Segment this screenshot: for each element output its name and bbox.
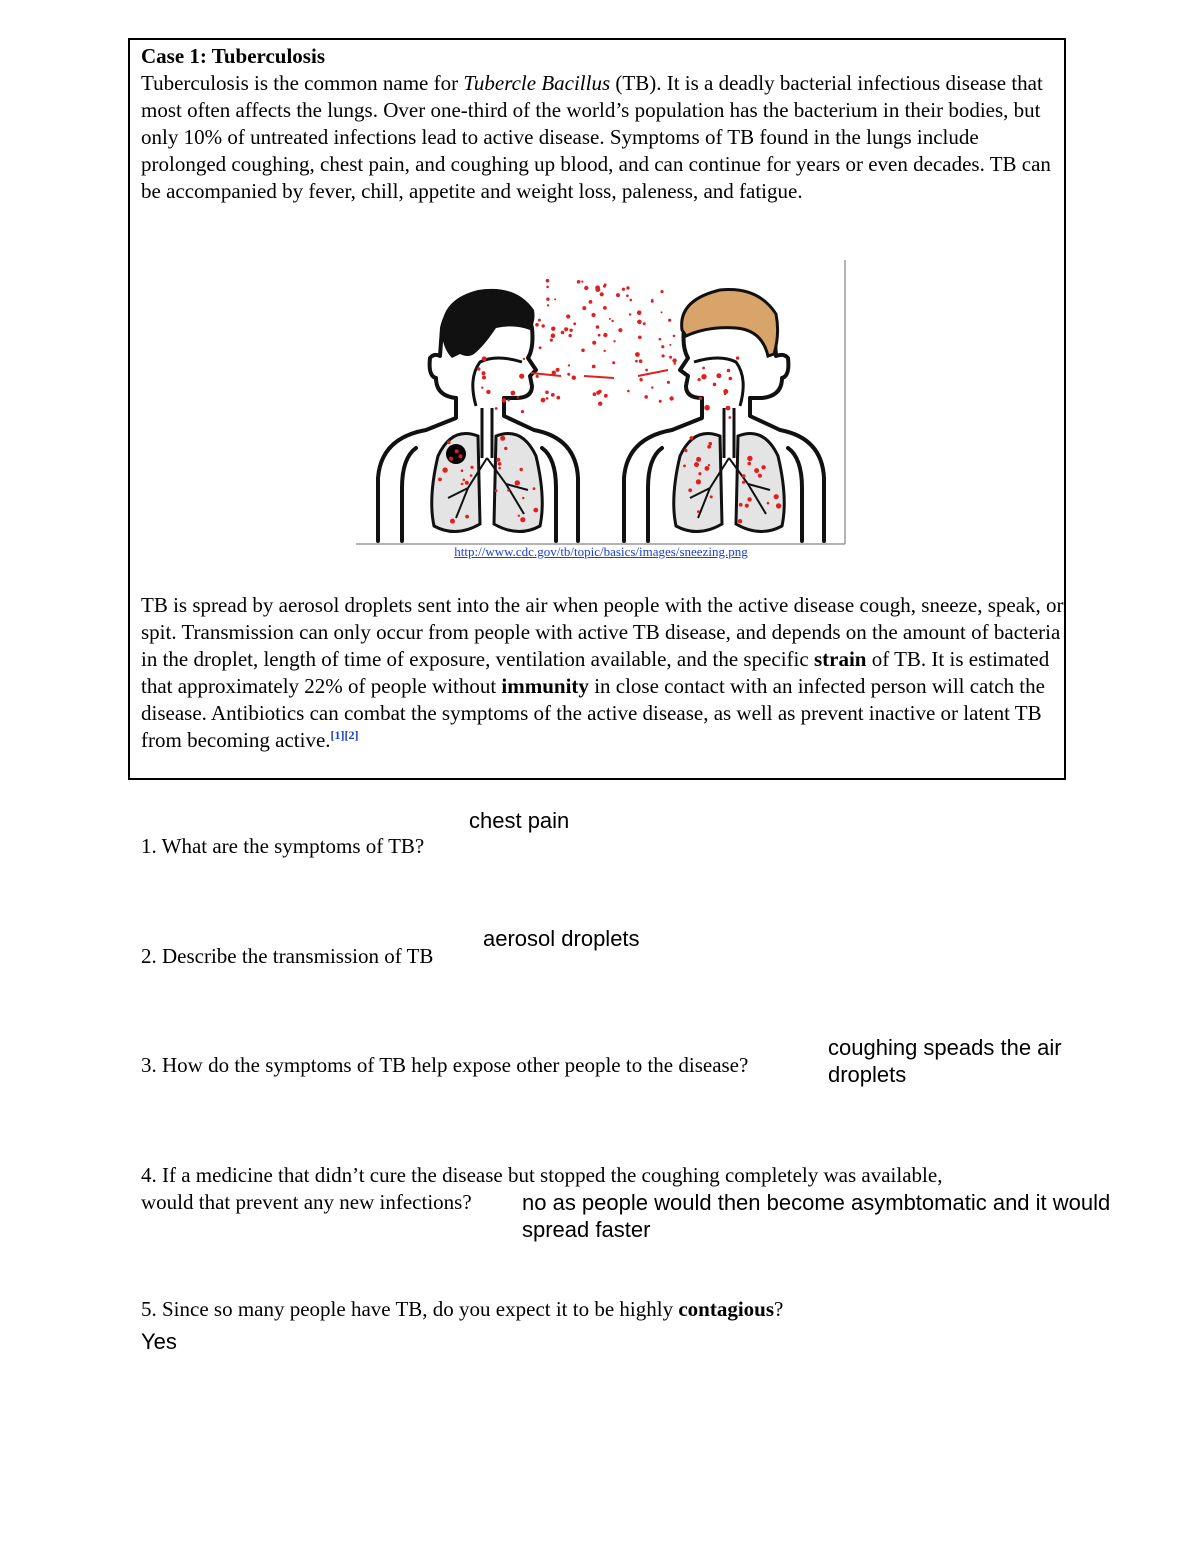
answer-1[interactable]: chest pain <box>469 808 570 833</box>
droplet <box>603 306 607 310</box>
droplet <box>546 279 550 283</box>
lung-droplet <box>745 504 749 508</box>
lung-droplet <box>496 458 500 462</box>
droplet <box>669 356 672 359</box>
lung-droplet <box>696 479 701 484</box>
droplet <box>612 361 615 364</box>
lung-droplet <box>690 436 694 440</box>
lung-droplet <box>727 369 731 373</box>
droplet <box>572 376 576 380</box>
droplet <box>569 334 572 337</box>
lung-droplet <box>470 474 473 477</box>
case-paragraph-2 <box>141 592 1066 754</box>
droplet <box>551 333 556 338</box>
droplet <box>643 322 646 325</box>
citation-links[interactable]: [1][2] <box>330 728 359 742</box>
lung-droplet <box>704 405 710 411</box>
lung-droplet <box>520 468 523 471</box>
left-hair <box>442 289 535 358</box>
answer-3-line-2: droplets <box>828 1062 907 1087</box>
lung-droplet <box>533 487 536 490</box>
droplet <box>542 324 545 327</box>
droplet <box>660 290 663 293</box>
droplet <box>573 322 576 325</box>
lung-droplet <box>774 494 779 499</box>
droplet <box>674 363 676 365</box>
lung-droplet <box>522 497 524 499</box>
droplet <box>568 364 570 366</box>
lung-droplet <box>728 416 731 419</box>
droplet <box>618 328 622 332</box>
lung-droplet <box>533 508 538 513</box>
lung-droplet <box>519 374 524 379</box>
case-title: Case 1: Tuberculosis <box>141 44 325 68</box>
tb-transmission-illustration <box>356 258 846 546</box>
lung-droplet <box>495 489 498 492</box>
lung-droplet <box>701 374 706 379</box>
droplet <box>556 396 560 400</box>
lung-droplet <box>696 457 701 462</box>
droplet <box>603 285 606 288</box>
droplet <box>598 334 601 337</box>
answer-3-line-1: coughing speads the air <box>828 1035 1062 1060</box>
droplet <box>651 300 654 303</box>
droplet <box>659 338 662 341</box>
lung-droplet <box>729 377 733 381</box>
droplet <box>566 328 568 330</box>
droplet <box>554 298 556 300</box>
answer-3[interactable] <box>828 1034 1062 1088</box>
droplet <box>596 391 600 395</box>
lung-droplet <box>486 390 490 394</box>
lung-droplet <box>761 465 765 469</box>
lung-droplet <box>710 495 713 498</box>
lung-droplet <box>517 396 519 398</box>
droplet <box>604 350 606 352</box>
right-hair <box>682 290 778 357</box>
droplet <box>547 304 549 306</box>
droplet <box>539 346 542 349</box>
lung-droplet <box>449 457 453 461</box>
lung-droplet <box>507 489 510 492</box>
droplet <box>603 333 607 337</box>
lung-droplet <box>520 517 525 522</box>
question-5-end: ? <box>774 1297 784 1321</box>
droplet <box>551 327 555 331</box>
lung-droplet <box>747 497 751 501</box>
question-3: 3. How do the symptoms of TB help expose other people to the disease? <box>141 1053 749 1077</box>
lung-droplet <box>465 515 469 519</box>
answer-4-line-1: no as people would then become asymbtomatic and it would <box>522 1190 1111 1215</box>
lung-droplet <box>458 454 462 458</box>
lung-droplet <box>694 462 699 467</box>
answer-5[interactable]: Yes <box>141 1329 177 1354</box>
lung-droplet <box>742 481 745 484</box>
droplet <box>627 390 630 393</box>
droplet <box>673 335 676 338</box>
droplet <box>662 354 665 357</box>
droplet <box>639 359 643 363</box>
intro-text: Tuberculosis is the common name for <box>141 71 464 95</box>
droplet <box>581 349 585 353</box>
droplet <box>616 293 620 297</box>
lung-droplet <box>705 466 710 471</box>
droplet <box>651 386 653 388</box>
tb-lesion <box>446 444 466 464</box>
droplet <box>541 398 546 403</box>
droplet <box>604 394 608 398</box>
lung-droplet <box>738 519 742 523</box>
lung-droplet <box>461 469 464 472</box>
droplet <box>592 365 596 369</box>
droplet <box>626 286 629 289</box>
droplet <box>635 352 640 357</box>
lung-droplet <box>754 468 759 473</box>
lung-droplet <box>481 387 483 389</box>
lung-droplet <box>442 467 447 472</box>
lung-droplet <box>699 397 702 400</box>
droplet <box>556 368 560 372</box>
droplet <box>546 397 549 400</box>
droplet <box>661 311 663 313</box>
droplet <box>613 340 615 342</box>
droplet <box>644 395 648 399</box>
droplet <box>611 320 613 322</box>
lung-droplet <box>713 383 717 387</box>
lung-droplet <box>758 474 762 478</box>
lung-droplet <box>684 449 687 452</box>
lung-droplet <box>767 502 770 505</box>
droplet <box>561 331 565 335</box>
lung-droplet <box>455 449 459 453</box>
lung-droplet <box>716 373 721 378</box>
lung-droplet <box>736 356 739 359</box>
droplet <box>637 320 642 325</box>
droplet <box>668 319 671 322</box>
droplet <box>637 310 642 315</box>
droplet <box>669 344 671 346</box>
lung-droplet <box>698 472 701 475</box>
lung-droplet <box>697 510 700 513</box>
droplet <box>535 323 539 327</box>
droplet <box>635 360 638 363</box>
lung-droplet <box>518 515 520 517</box>
lung-droplet <box>776 503 781 508</box>
droplet <box>638 336 642 340</box>
droplet <box>545 391 549 395</box>
droplet <box>596 325 600 329</box>
image-source-link[interactable]: http://www.cdc.gov/tb/topic/basics/images/sneezing.png <box>454 544 748 559</box>
lung-droplet <box>477 367 480 370</box>
droplet <box>582 306 586 310</box>
lung-droplet <box>461 483 464 486</box>
lung-droplet <box>504 447 507 450</box>
immunity-term: immunity <box>501 674 589 698</box>
answer-4-line-2: spread faster <box>522 1217 651 1242</box>
lung-droplet <box>500 436 505 441</box>
droplet-arrow <box>584 376 614 378</box>
lung-droplet <box>502 398 507 403</box>
droplet <box>595 285 600 290</box>
lung-droplet <box>438 478 442 482</box>
droplet <box>630 299 633 302</box>
tubercle-bacillus: Tubercle Bacillus <box>463 71 611 95</box>
droplet <box>598 402 602 406</box>
droplet <box>600 292 604 296</box>
lung-droplet <box>465 481 469 485</box>
lung-droplet <box>498 462 502 466</box>
lung-droplet <box>511 391 516 396</box>
question-5 <box>141 1296 783 1323</box>
lung-droplet <box>688 488 692 492</box>
lung-droplet <box>482 356 487 361</box>
transmission-text-cont: of TB. It is estimated that approximately 22% of people without <box>141 647 1050 698</box>
lung-droplet <box>482 371 486 375</box>
droplet <box>546 298 549 301</box>
strain-term: strain <box>813 647 867 671</box>
droplet-arrow <box>531 373 561 376</box>
droplet <box>577 280 581 284</box>
droplet <box>639 378 642 381</box>
droplet-arrow <box>638 370 668 376</box>
lung-droplet <box>470 466 473 469</box>
case-paragraph-1 <box>141 43 1066 205</box>
droplet <box>584 286 588 290</box>
droplet <box>667 381 670 384</box>
droplet <box>569 329 572 332</box>
lung-droplet <box>739 503 743 507</box>
intro-text-cont: (TB). It is a deadly bacterial infectious disease that most often affects the lungs. Over one-third of the world’s population has the bacterium in their bodies, but only 10% of untreated infections lead to active disease. Symptoms of TB found in the lungs include prolonged coughing, chest pain, and coughing up blood, and can continue for years or even decades. TB can be accompanied by fever, chill, appetite and weight loss, paleness, and fatigue. <box>141 71 1051 203</box>
lung-droplet <box>515 480 520 485</box>
droplet <box>566 314 570 318</box>
droplet <box>672 358 676 362</box>
lung-droplet <box>724 392 727 395</box>
droplet <box>551 393 555 397</box>
droplet <box>659 400 662 403</box>
droplet <box>626 294 629 297</box>
lung-droplet <box>747 456 752 461</box>
lung-droplet <box>523 358 525 360</box>
answer-4[interactable] <box>522 1189 1110 1243</box>
droplet <box>589 300 593 304</box>
droplet <box>629 313 631 315</box>
contagious-term: contagious <box>678 1297 775 1321</box>
lung-droplet <box>709 442 713 446</box>
lung-droplet <box>498 467 501 470</box>
lung-droplet <box>747 462 751 466</box>
lung-droplet <box>742 474 746 478</box>
droplet <box>669 396 673 400</box>
lung-droplet <box>495 407 498 410</box>
lung-droplet <box>698 378 701 381</box>
droplet <box>661 345 664 348</box>
answer-2[interactable]: aerosol droplets <box>483 926 640 951</box>
lung-droplet <box>702 367 705 370</box>
droplet <box>581 281 583 283</box>
lung-droplet <box>708 464 710 466</box>
lung-droplet <box>521 410 524 413</box>
droplet <box>645 369 648 372</box>
lung-droplet <box>726 406 731 411</box>
droplet <box>546 286 549 289</box>
droplet <box>609 318 611 320</box>
question-2: 2. Describe the transmission of TB <box>141 944 434 968</box>
droplet <box>538 319 541 322</box>
droplet <box>591 313 595 317</box>
lung-droplet <box>482 376 486 380</box>
droplet <box>592 341 596 345</box>
question-1: 1. What are the symptoms of TB? <box>141 834 425 858</box>
question-5-text: 5. Since so many people have TB, do you expect it to be highly <box>141 1297 679 1321</box>
transmission-text-end: in close contact with an infected person will catch the disease. Antibiotics can combat the symptoms of the active disease, as well as prevent inactive or latent TB from becoming active. <box>141 674 1045 752</box>
transmission-text: TB is spread by aerosol droplets sent into the air when people with the active disease cough, sneeze, speak, or spit. Transmission can only occur from people with active TB disease, and depends on the amount of bacteria in the droplet, length of time of exposure, ventilation available, and the specific <box>141 593 1064 671</box>
droplet <box>622 288 625 291</box>
lung-droplet <box>450 519 455 524</box>
question-4-line-2: would that prevent any new infections? <box>141 1190 472 1214</box>
droplet <box>550 339 553 342</box>
question-4-line-1: 4. If a medicine that didn’t cure the disease but stopped the coughing completely was available, <box>141 1163 943 1187</box>
lung-droplet <box>463 479 466 482</box>
right-lungs <box>674 434 785 532</box>
lung-droplet <box>683 465 686 468</box>
lung-droplet <box>447 441 451 445</box>
droplet <box>567 373 570 376</box>
droplet <box>536 375 539 378</box>
lung-droplet <box>507 399 509 401</box>
droplet <box>593 392 597 396</box>
